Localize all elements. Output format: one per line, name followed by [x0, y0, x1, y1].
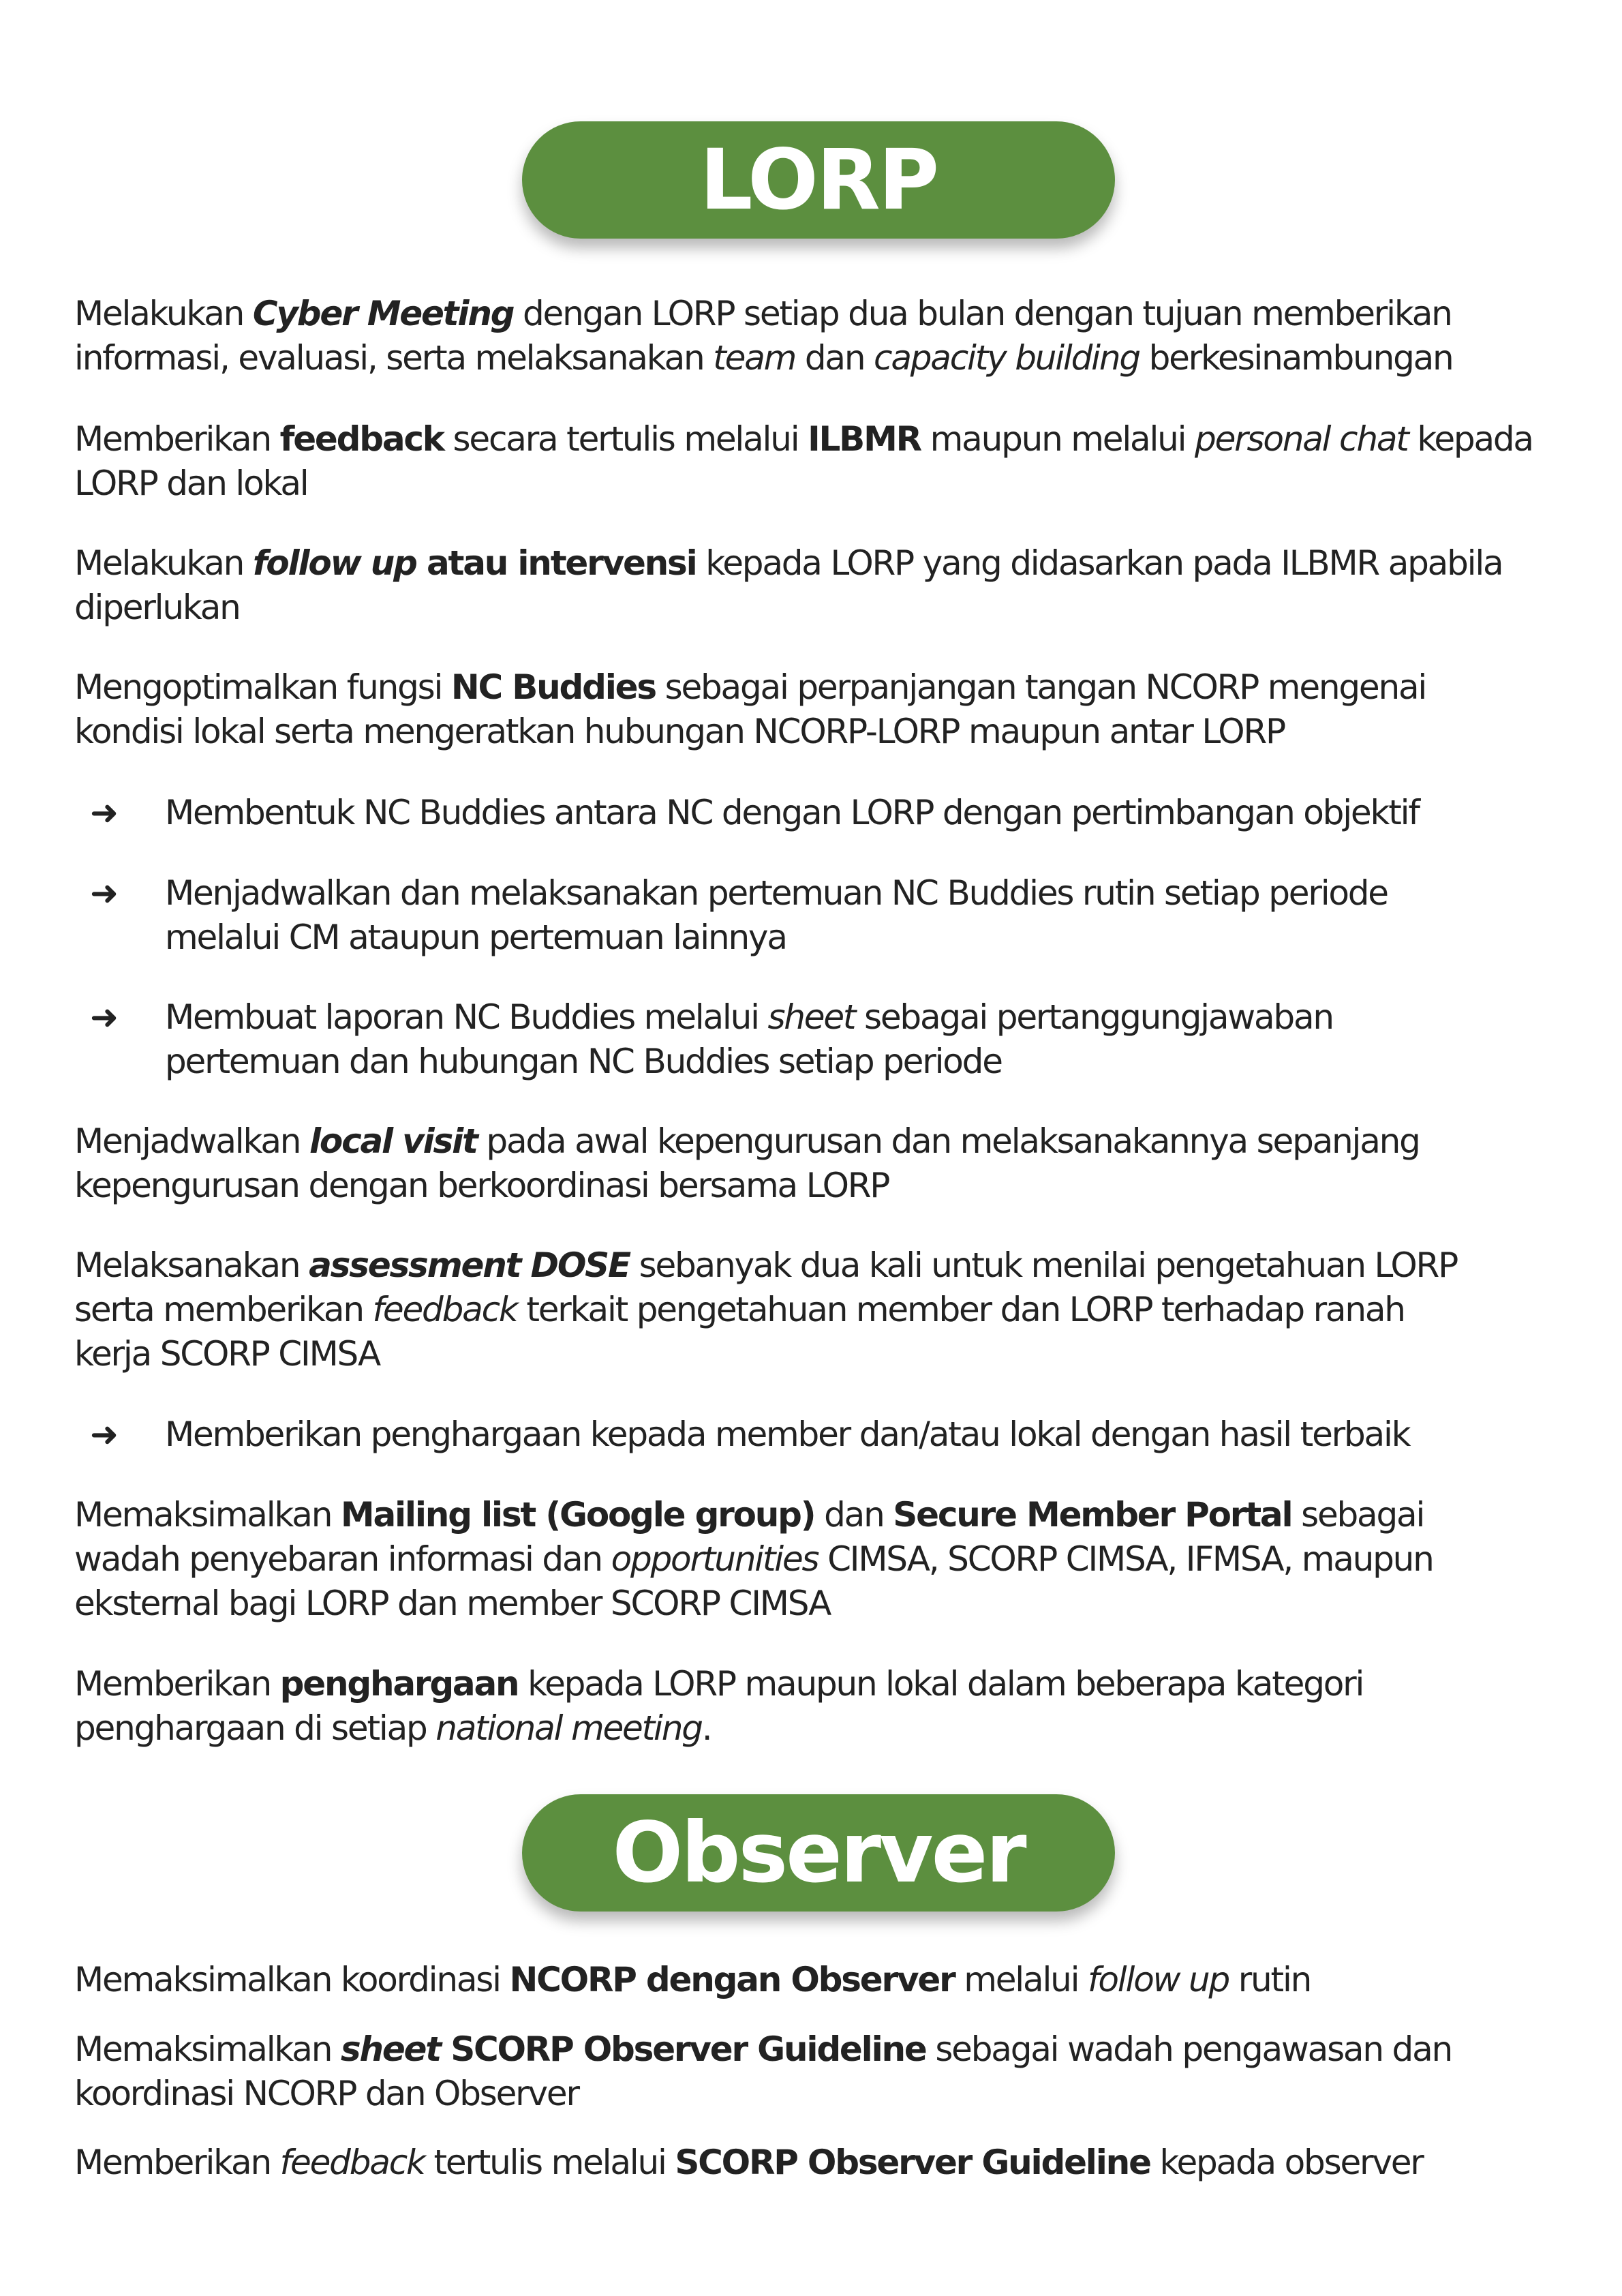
arrow-right-icon: ➜: [90, 873, 117, 913]
observer-paragraph-feedback: Memberikan feedback tertulis melalui SCORP Observer Guideline kepada observer: [74, 2143, 1423, 2182]
lorp-paragraph-assessment-dose: Melaksanakan assessment DOSE sebanyak dua kali untuk menilai pengetahuan LORP serta memberikan feedback terkait pengetahuan member dan LORP terhadap ranah kerja SCORP CIMSA: [74, 1245, 1458, 1374]
lorp-paragraph-follow-up: Melakukan follow up atau intervensi kepada LORP yang didasarkan pada ILBMR apabila diperlukan: [74, 543, 1503, 627]
lorp-section-badge: [522, 121, 1115, 239]
lorp-section-title: LORP: [699, 132, 938, 228]
observer-paragraph-guideline-sheet: Memaksimalkan sheet SCORP Observer Guideline sebagai wadah pengawasan dan koordinasi NCORP dan Observer: [74, 2029, 1452, 2113]
lorp-paragraph-penghargaan: Memberikan penghargaan kepada LORP maupun lokal dalam beberapa kategori penghargaan di setiap national meeting.: [74, 1664, 1364, 1748]
arrow-right-icon: ➜: [90, 997, 117, 1037]
arrow-right-icon: ➜: [90, 793, 117, 832]
lorp-paragraph-local-visit: Menjadwalkan local visit pada awal kepengurusan dan melaksanakannya sepanjang kepengurusan dengan berkoordinasi bersama LORP: [74, 1121, 1420, 1205]
arrow-right-icon: ➜: [90, 1415, 117, 1454]
observer-section-badge: [522, 1794, 1115, 1912]
observer-paragraph-koordinasi: Memaksimalkan koordinasi NCORP dengan Observer melalui follow up rutin: [74, 1960, 1311, 1999]
lorp-paragraph-feedback: Memberikan feedback secara tertulis melalui ILBMR maupun melalui personal chat kepada LORP dan lokal: [74, 419, 1533, 503]
lorp-paragraph-cyber-meeting: Melakukan Cyber Meeting dengan LORP setiap dua bulan dengan tujuan memberikan informasi, evaluasi, serta melaksanakan team dan capacity building berkesinambungan: [74, 294, 1453, 378]
observer-section-title: Observer: [612, 1804, 1025, 1901]
lorp-paragraph-nc-buddies: Mengoptimalkan fungsi NC Buddies sebagai perpanjangan tangan NCORP mengenai kondisi lokal serta mengeratkan hubungan NCORP-LORP maupun antar LORP: [74, 667, 1426, 751]
lorp-paragraph-mailing-list: Memaksimalkan Mailing list (Google group) dan Secure Member Portal sebagai wadah penyebaran informasi dan opportunities CIMSA, SCORP CIMSA, IFMSA, maupun eksternal bagi LORP dan member SCORP CIMSA: [74, 1495, 1433, 1623]
